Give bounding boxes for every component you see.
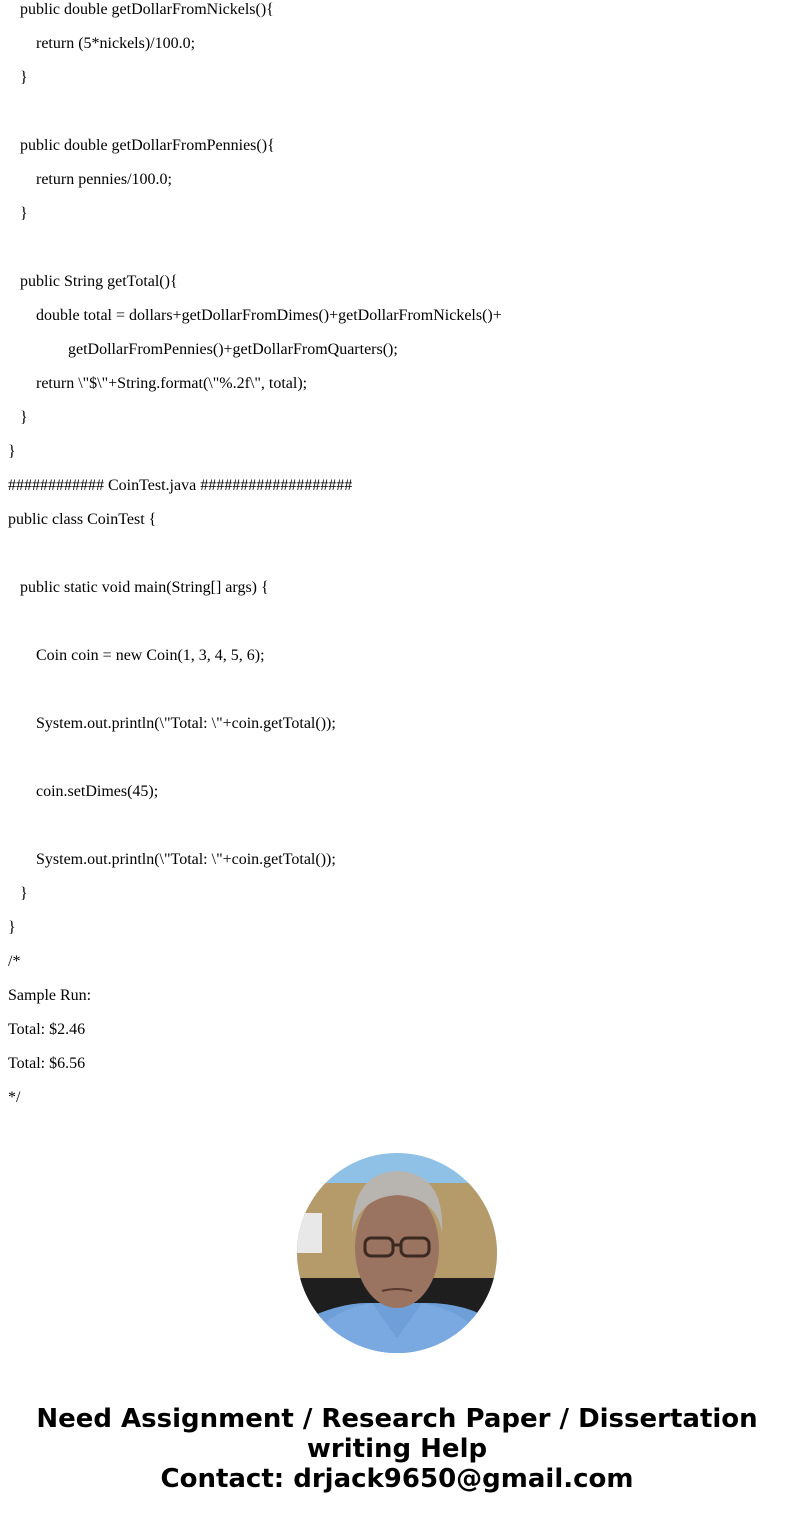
code-line: Sample Run: — [8, 987, 92, 1004]
code-line: public String getTotal(){ — [20, 273, 178, 290]
code-line: } — [20, 885, 28, 902]
code-line: System.out.println(\"Total: \"+coin.getTotal()); — [36, 715, 336, 732]
code-line: return \"$\"+String.format(\"%.2f\", total); — [36, 375, 308, 392]
code-line — [0, 605, 794, 639]
code-line: /* — [8, 953, 21, 970]
code-line: Total: $6.56 — [8, 1055, 86, 1072]
code-line: */ — [8, 1089, 21, 1106]
code-line: System.out.println(\"Total: \"+coin.getTotal()); — [36, 851, 336, 868]
code-line: return pennies/100.0; — [36, 171, 172, 188]
code-line — [0, 809, 794, 843]
code-line: ############ CoinTest.java ################### — [8, 477, 353, 494]
code-line: getDollarFromPennies()+getDollarFromQuarters(); — [68, 341, 398, 358]
code-line: coin.setDimes(45); — [36, 783, 159, 800]
code-line: public double getDollarFromNickels(){ — [20, 1, 274, 18]
code-line: Total: $2.46 — [8, 1021, 86, 1038]
code-line — [0, 741, 794, 775]
code-line: } — [20, 69, 28, 86]
code-line — [0, 231, 794, 265]
code-line: public double getDollarFromPennies(){ — [20, 137, 275, 154]
code-line: } — [8, 443, 16, 460]
code-line: } — [20, 205, 28, 222]
code-line: public static void main(String[] args) { — [20, 579, 269, 596]
code-line: } — [8, 919, 16, 936]
contact-banner — [0, 1404, 794, 1494]
footer-line-2: writing Help — [306, 1434, 488, 1464]
code-line: Coin coin = new Coin(1, 3, 4, 5, 6); — [36, 647, 265, 664]
footer-line-1: Need Assignment / Research Paper / Dissertation — [36, 1404, 758, 1434]
code-line: double total = dollars+getDollarFromDimes()+getDollarFromNickels()+ — [36, 307, 502, 324]
code-line: return (5*nickels)/100.0; — [36, 35, 196, 52]
code-line — [0, 673, 794, 707]
code-line — [0, 95, 794, 129]
footer-contact: Contact: drjack9650@gmail.com — [160, 1464, 634, 1494]
code-line: } — [20, 409, 28, 426]
code-line: public class CoinTest { — [8, 511, 157, 528]
author-photo — [297, 1153, 497, 1353]
code-line — [0, 537, 794, 571]
